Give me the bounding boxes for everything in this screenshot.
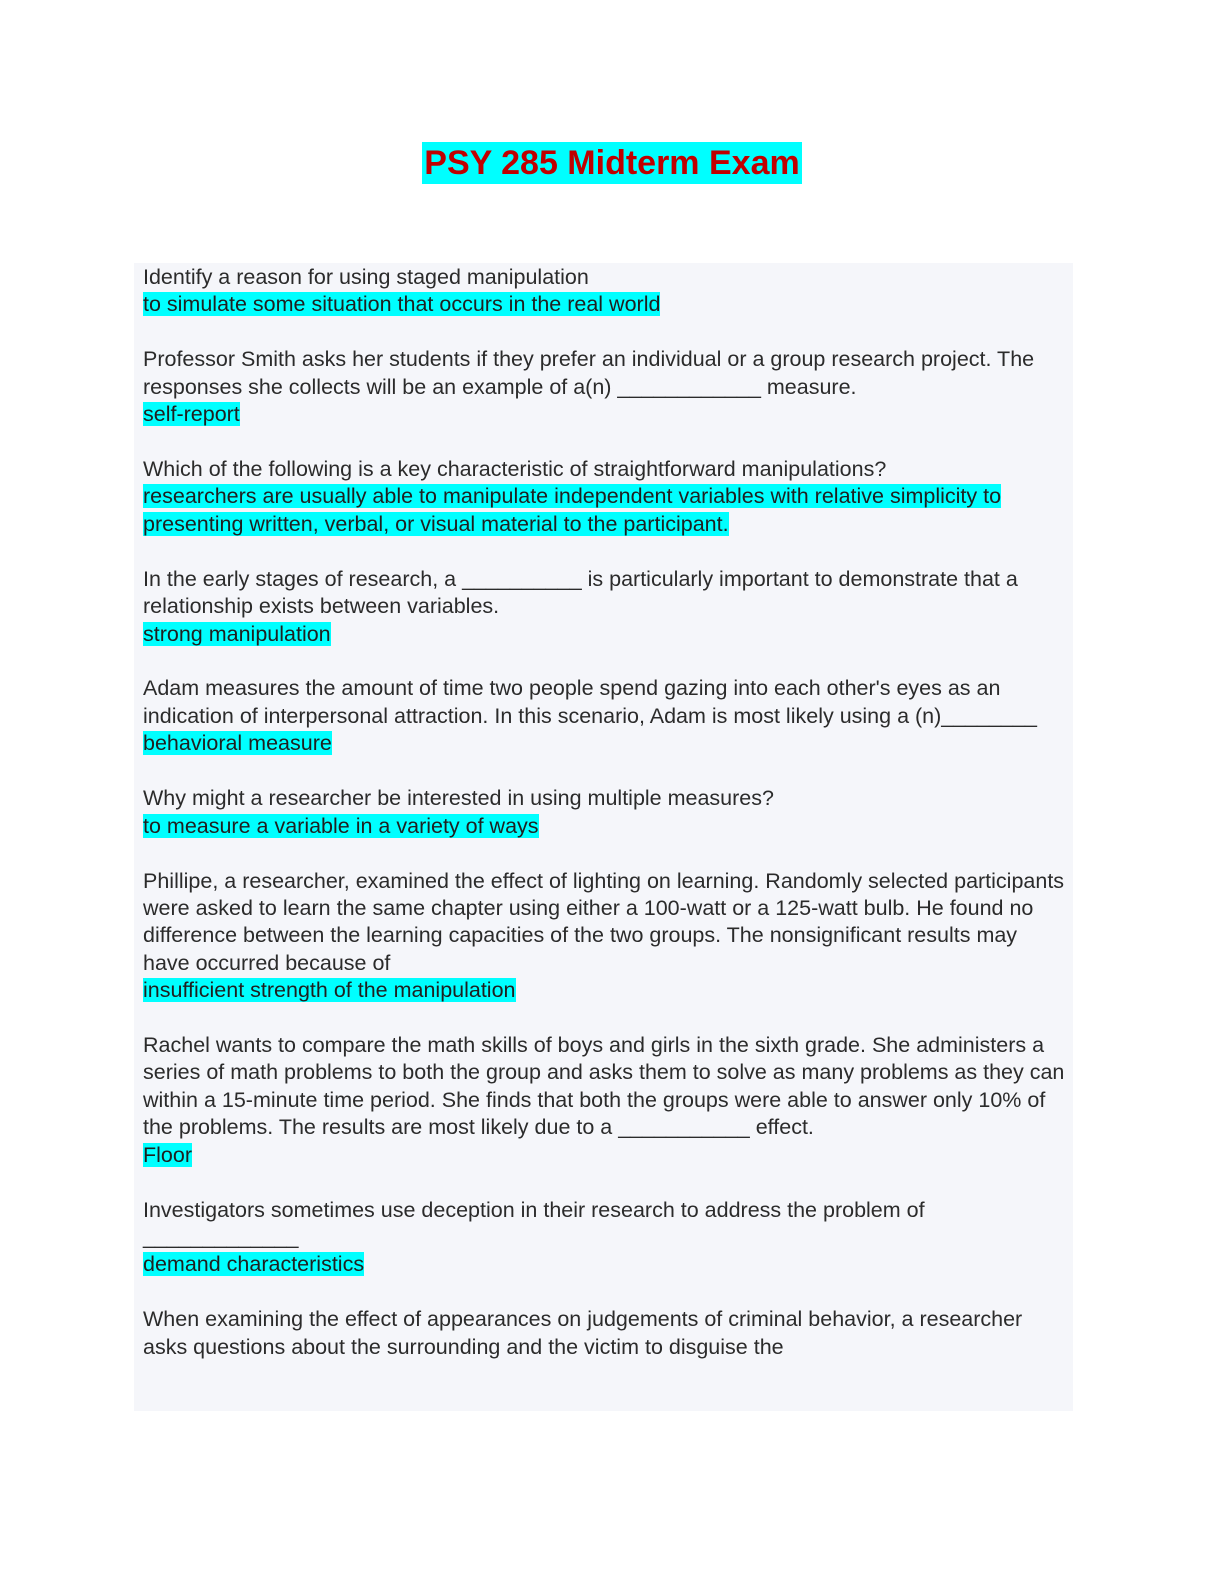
qa-item-7 (143, 868, 1073, 1005)
answer-text (143, 1251, 1068, 1278)
question-text: Professor Smith asks her students if they prefer an individual or a group research project. The responses she collects will be an example of a(n) ____________ measure. (143, 347, 1041, 399)
qa-item-1 (143, 264, 1073, 319)
answer-text (143, 483, 1068, 538)
answer-highlight: to measure a variable in a variety of ways (143, 813, 539, 838)
answer-text (143, 730, 1068, 757)
qa-item-10 (143, 1306, 1073, 1361)
question-text: When examining the effect of appearances on judgements of criminal behavior, a researcher asks questions about the surrounding and the victim to disguise the (143, 1307, 1029, 1359)
answer-highlight: to simulate some situation that occurs in the real world (143, 292, 661, 317)
answer-highlight: self-report (143, 402, 240, 427)
question-text: Adam measures the amount of time two people spend gazing into each other's eyes as an indication of interpersonal attraction. In this scenario, Adam is most likely using a (n)________ (143, 676, 1037, 728)
answer-text (143, 813, 1068, 840)
title-container (0, 142, 1224, 184)
qa-item-5 (143, 675, 1073, 757)
page-title: PSY 285 Midterm Exam (424, 144, 800, 182)
answer-highlight: insufficient strength of the manipulation (143, 978, 516, 1003)
answer-text (143, 291, 1068, 318)
qa-item-2 (143, 346, 1073, 428)
qa-item-8 (143, 1032, 1073, 1169)
question-text: Rachel wants to compare the math skills of boys and girls in the sixth grade. She administers a series of math problems to both the group and asks them to solve as many problems as they can within a 15-minute time period. She finds that both the groups were able to answer only 10% of the problems. The results are most likely due to a ___________ effect. (143, 1033, 1071, 1140)
qa-item-4 (143, 566, 1073, 648)
qa-item-9 (143, 1197, 1073, 1279)
question-text: In the early stages of research, a __________ is particularly important to demonstrate that a relationship exists between variables. (143, 566, 1024, 619)
answer-highlight: researchers are usually able to manipulate independent variables with relative simplicity to presenting written, verbal, or visual material to the participant. (143, 484, 1002, 536)
answer-highlight: demand characteristics (143, 1252, 365, 1277)
qa-content-area (134, 263, 1073, 1411)
answer-text (143, 401, 1068, 428)
answer-highlight: Floor (143, 1142, 192, 1167)
question-text: Why might a researcher be interested in using multiple measures? (143, 786, 774, 811)
answer-highlight: behavioral measure (143, 731, 332, 756)
question-text: Phillipe, a researcher, examined the effect of lighting on learning. Randomly selected participants were asked to learn the same chapter using either a 100-watt or a 125-watt bulb. He found no difference between the learning capacities of the two groups. The nonsignificant results may have occurred because of (143, 868, 1071, 975)
question-text: Investigators sometimes use deception in their research to address the problem of _____________ (143, 1197, 925, 1249)
answer-text (143, 977, 1068, 1004)
qa-list (134, 263, 1073, 1361)
answer-text (143, 621, 1068, 648)
qa-item-6 (143, 785, 1073, 840)
answer-text (143, 1142, 1068, 1169)
question-text: Identify a reason for using staged manipulation (143, 265, 589, 289)
answer-highlight: strong manipulation (143, 621, 331, 646)
question-text: Which of the following is a key characteristic of straightforward manipulations? (143, 457, 887, 482)
qa-item-3 (143, 456, 1073, 538)
